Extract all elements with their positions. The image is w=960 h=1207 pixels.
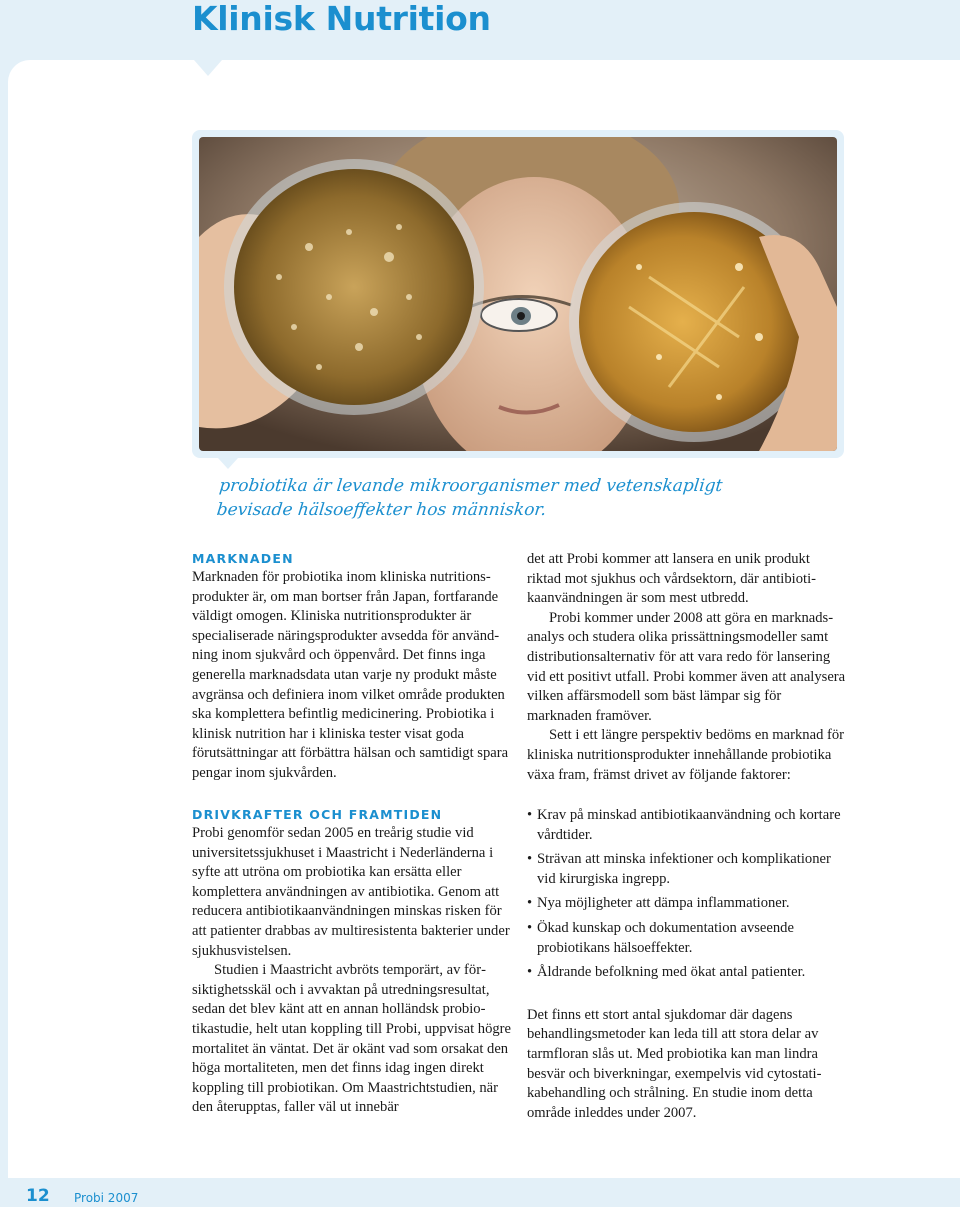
paragraph-right-2: Probi kommer under 2008 att göra en marknadsanalys och studera olika prissättningsmodeller samt distributionsalternativ för att vara redo för lansering vid ett positivt utfall. Probi kommer även att analysera vilken affärsmodell som bäst lämpar sig för marknaden framöver. <box>527 609 846 724</box>
bullet-icon: • <box>527 964 533 981</box>
list-item <box>527 894 847 914</box>
list-item-text: Åldrande befolkning med ökat antal patienter. <box>537 964 806 981</box>
paragraph-right-3: Sett i ett längre perspektiv bedöms en marknad för kliniska nutritionsprodukter innehållande probiotika växa fram, främst drivet av följande faktorer: <box>527 727 845 783</box>
paragraph-drivkrafter-2: Studien i Maastricht avbröts temporärt, av försiktighetsskäl och i avvaktan på utredningsresultat, sedan det blev känt att en annan holländsk probiotikastudie, helt utan koppling till Probi, uppvisat högre mortalitet än väntat. Det är okänt vad som orsakat den höga mortaliteten, men det finns idag ingen direkt koppling till probiotikan. Om Maastrichtstudien, när den återupptas, faller väl ut innebär <box>192 962 512 1116</box>
lab-photo-image <box>199 137 837 451</box>
list-item-text: Ökad kunskap och dokumentation avseende probiotikans hälsoeffekter. <box>537 919 794 956</box>
paragraph-drivkrafter-1: Probi genomför sedan 2005 en treårig studie vid universitetssjukhuset i Maastricht i Nederländerna i syfte att utröna om probiotika kan ersätta eller komplettera användningen av antibiotika. Genom att reducera antibiotikaanvändningen minskas risken för att patienter drabbas av multiresistenta bakterier under sjukhusvistelsen. <box>192 825 510 959</box>
list-item <box>527 963 847 983</box>
heading-marknaden: MARKNADEN <box>192 551 294 566</box>
bullet-icon: • <box>527 851 533 868</box>
paragraph-right-1: det att Probi kommer att lansera en unik produkt riktad mot sjukhus och vårdsektorn, där antibiotikaanvändningen är som mest utbredd. <box>527 551 816 607</box>
spacer <box>527 988 847 1006</box>
section-right-bottom <box>527 806 847 1123</box>
section-drivkrafter <box>192 806 512 1118</box>
photo-caption: probiotika är levande mikroorganismer med vetenskapligt bevisade hälsoeffekter hos människor. <box>215 476 724 520</box>
bullet-icon: • <box>527 807 533 823</box>
page-number: 12 <box>26 1186 50 1206</box>
panel-notch <box>194 60 222 76</box>
list-item <box>527 806 847 845</box>
heading-drivkrafter: DRIVKRAFTER OCH FRAMTIDEN <box>192 807 443 822</box>
publication-name: Probi 2007 <box>74 1191 139 1205</box>
bullet-icon: • <box>527 919 533 936</box>
list-item-text: Strävan att minska infektioner och komplikationer vid kirurgiska ingrepp. <box>537 851 831 887</box>
bullet-icon: • <box>527 895 533 912</box>
section-right-top <box>527 550 847 785</box>
paragraph-marknaden: Marknaden för probiotika inom kliniska nutritionsprodukter är, om man bortser från Japan, fortfarande väldigt omogen. Kliniska nutritionsprodukter är specialiserade näringsprodukter avsedda för användning inom sjukvård och öppenvård. Det finns inga generella marknadsdata utan varje ny produkt måste avgränsa och definiera inom vilket område produkten ska komplettera befintlig medicinering. Probiotika i klinisk nutrition har i kliniska tester visat goda förutsättningar att förbättra hälsan och samtidigt spara pengar inom sjukvården. <box>192 569 509 781</box>
paragraph-right-4: Det finns ett stort antal sjukdomar där dagens behandlingsmetoder kan leda till att stora delar av tarmfloran slås ut. Med probiotika kan man lindra besvär och biverkningar, exempelvis vid cytostatikabehandling och strålning. En studie inom detta område inleddes under 2007. <box>527 1006 822 1121</box>
caption-notch <box>218 458 238 469</box>
page-title: Klinisk Nutrition <box>192 0 491 38</box>
list-item-text: Krav på minskad antibiotikaanvändning och kortare vårdtider. <box>537 807 841 843</box>
list-item <box>527 850 847 889</box>
factor-list <box>527 806 847 983</box>
list-item-text: Nya möjligheter att dämpa inflammationer. <box>537 895 790 912</box>
section-marknaden <box>192 550 512 784</box>
list-item <box>527 919 847 958</box>
lab-photo <box>199 137 837 451</box>
